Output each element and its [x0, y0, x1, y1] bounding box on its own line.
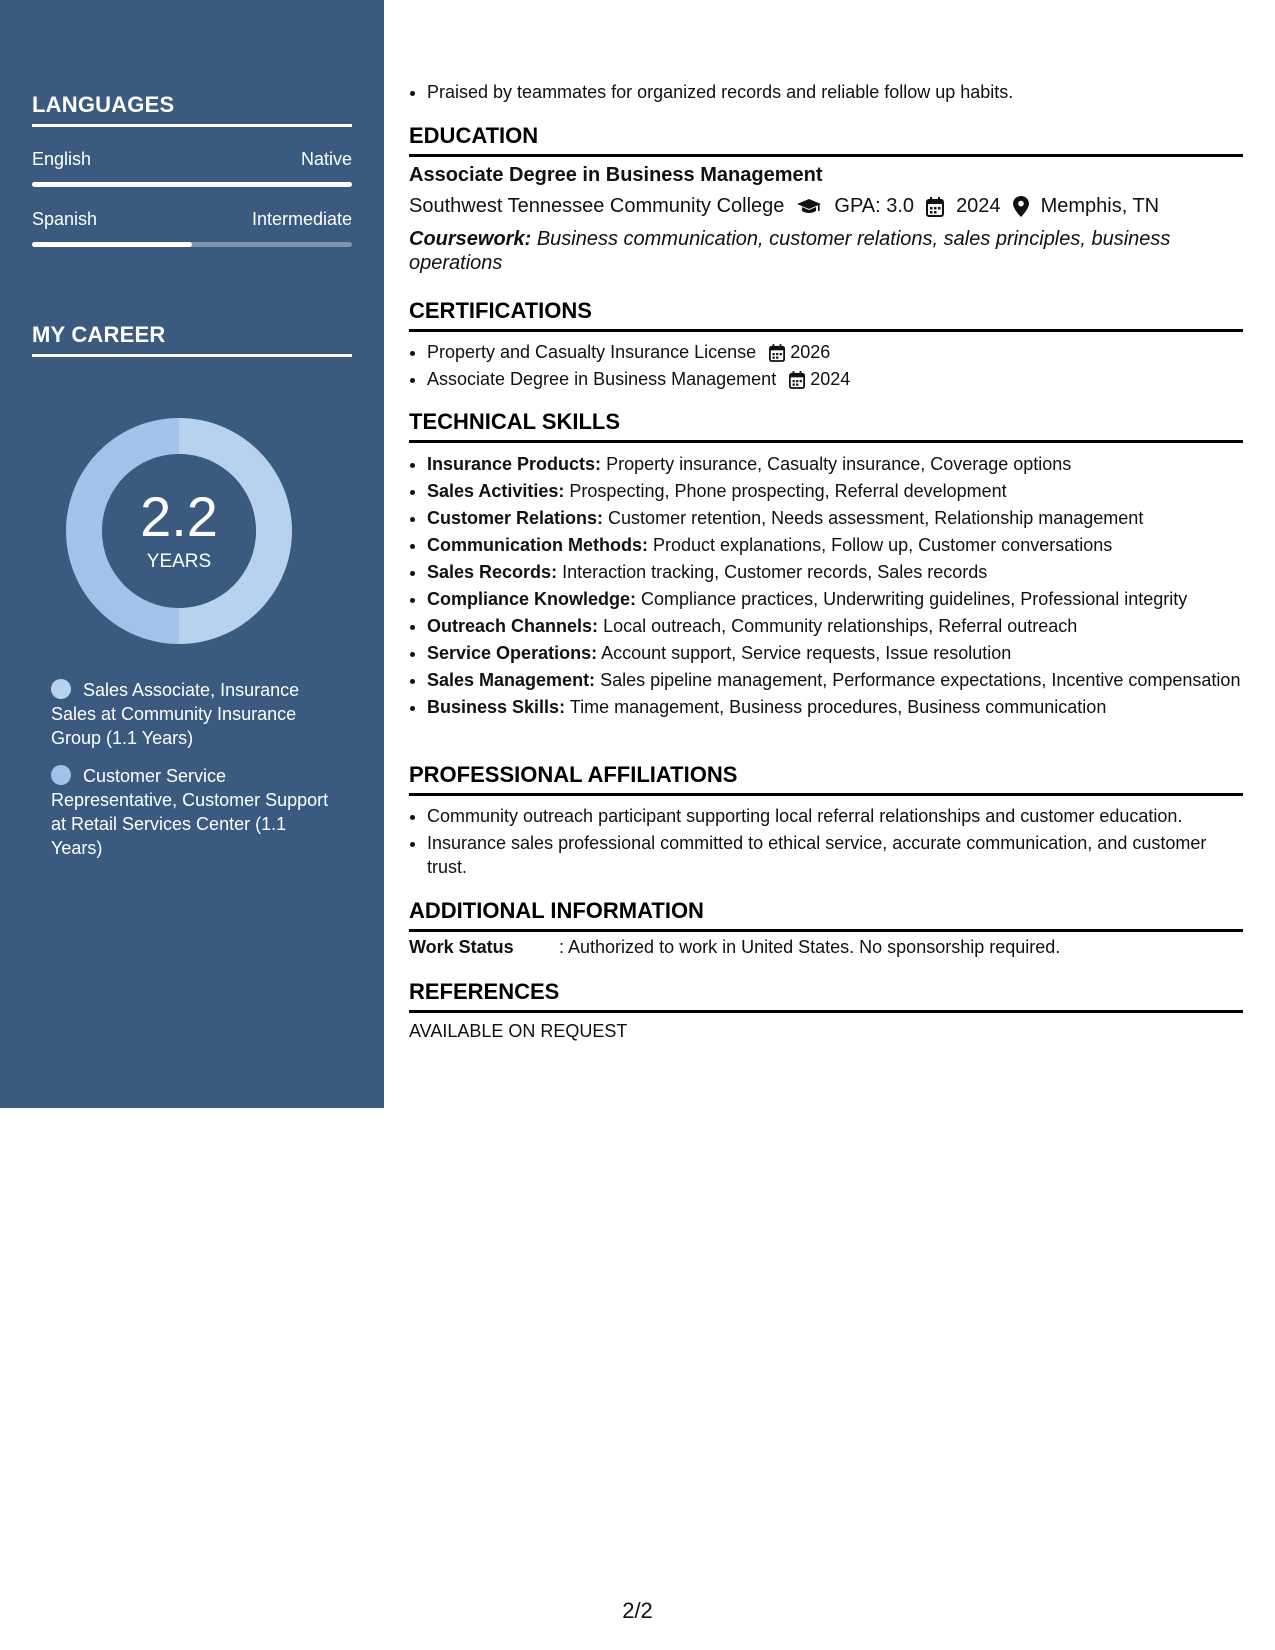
languages-heading: LANGUAGES [32, 92, 352, 127]
skill-item [427, 587, 1243, 611]
skill-item [427, 533, 1243, 557]
work-status-value: : Authorized to work in United States. No sponsorship required. [559, 937, 1061, 957]
sidebar [0, 0, 384, 1108]
skill-value: Sales pipeline management, Performance expectations, Incentive compensation [600, 670, 1241, 690]
education-coursework [409, 227, 1229, 275]
career-item-text: Customer Service Representative, Customer Support at Retail Services Center (1.1 Years) [51, 766, 329, 858]
career-unit: YEARS [146, 551, 212, 572]
calendar-icon [789, 371, 805, 389]
coursework-text: Business communication, customer relations, sales principles, business operations [409, 228, 1171, 274]
career-list [51, 678, 341, 874]
certification-name: Property and Casualty Insurance License [427, 342, 757, 362]
language-row-english [32, 149, 352, 187]
career-heading: MY CAREER [32, 322, 352, 357]
skill-item [427, 506, 1243, 530]
languages-section [32, 92, 352, 247]
skill-item [427, 560, 1243, 584]
donut-center [66, 418, 292, 644]
affiliations-list [409, 804, 1243, 882]
calendar-icon [769, 344, 785, 362]
experience-bullets [409, 80, 1243, 107]
calendar-icon [926, 197, 944, 217]
legend-dot [51, 679, 71, 699]
language-name: English [32, 149, 92, 169]
skill-label: Communication Methods: [427, 535, 648, 555]
career-section [32, 322, 352, 357]
affiliation-item: • Insurance sales professional committed to ethical service, accurate communication, and customer trust. [427, 831, 1243, 879]
language-level: Native [300, 149, 352, 169]
work-status-row [409, 937, 1060, 958]
certification-year: 2024 [810, 369, 851, 389]
career-item [51, 678, 341, 750]
skill-value: Product explanations, Follow up, Customer conversations [653, 535, 1113, 555]
skill-label: Sales Activities: [427, 481, 565, 501]
education-details [409, 195, 1159, 218]
language-level: Intermediate [251, 209, 352, 229]
education-location: Memphis, TN [1040, 195, 1160, 217]
education-degree: Associate Degree in Business Management [409, 164, 823, 186]
skill-value: Prospecting, Phone prospecting, Referral development [569, 481, 1007, 501]
skills-heading: TECHNICAL SKILLS [409, 409, 1243, 443]
skill-label: Sales Records: [427, 562, 558, 582]
career-item [51, 764, 341, 860]
skill-item [427, 614, 1243, 638]
certifications-list [409, 340, 1243, 394]
skills-list [409, 452, 1243, 722]
certification-item [427, 340, 1243, 364]
skill-value: Property insurance, Casualty insurance, Coverage options [606, 454, 1072, 474]
affiliation-item: • Community outreach participant supporting local referral relationships and customer education. [427, 804, 1243, 828]
work-status-label: Work Status [409, 937, 514, 957]
skill-value: Interaction tracking, Customer records, Sales records [562, 562, 988, 582]
skill-label: Business Skills: [427, 697, 566, 717]
skill-label: Outreach Channels: [427, 616, 599, 636]
skill-label: Insurance Products: [427, 454, 602, 474]
language-proficiency-bar [32, 182, 352, 187]
skill-item [427, 452, 1243, 476]
education-gpa: GPA: 3.0 [834, 195, 915, 217]
education-year: 2024 [956, 195, 1001, 217]
coursework-label: Coursework: [409, 228, 532, 250]
career-donut-chart [66, 418, 292, 644]
skill-value: Local outreach, Community relationships, Referral outreach [603, 616, 1078, 636]
location-pin-icon [1013, 196, 1029, 217]
education-school: Southwest Tennessee Community College [409, 195, 785, 217]
career-item-text: Sales Associate, Insurance Sales at Community Insurance Group (1.1 Years) [51, 680, 300, 748]
certification-item [427, 367, 1243, 391]
graduation-cap-icon [796, 198, 822, 216]
language-proficiency-bar [32, 242, 352, 247]
skill-item [427, 695, 1243, 719]
skill-value: Customer retention, Needs assessment, Relationship management [608, 508, 1144, 528]
skill-label: Compliance Knowledge: [427, 589, 637, 609]
education-heading: EDUCATION [409, 123, 1243, 157]
language-proficiency-fill [32, 182, 352, 187]
skill-label: Sales Management: [427, 670, 596, 690]
skill-item [427, 641, 1243, 665]
skill-value: Account support, Service requests, Issue resolution [601, 643, 1012, 663]
certifications-heading: CERTIFICATIONS [409, 298, 1243, 332]
skill-value: Time management, Business procedures, Business communication [569, 697, 1107, 717]
references-text: AVAILABLE ON REQUEST [409, 1021, 628, 1041]
skill-item [427, 479, 1243, 503]
legend-dot [51, 765, 71, 785]
experience-bullet: • Praised by teammates for organized records and reliable follow up habits. [427, 80, 1243, 104]
skill-item [427, 668, 1243, 692]
references-heading: REFERENCES [409, 979, 1243, 1013]
language-name: Spanish [32, 209, 98, 229]
certification-name: Associate Degree in Business Management [427, 369, 777, 389]
language-row-spanish [32, 209, 352, 247]
certification-year: 2026 [790, 342, 831, 362]
career-total-years: 2.2 [140, 485, 218, 548]
skill-label: Customer Relations: [427, 508, 604, 528]
language-proficiency-fill [32, 242, 192, 247]
skill-label: Service Operations: [427, 643, 598, 663]
skill-value: Compliance practices, Underwriting guidelines, Professional integrity [641, 589, 1188, 609]
page-number: 2/2 [622, 1598, 653, 1623]
affiliations-heading: PROFESSIONAL AFFILIATIONS [409, 762, 1243, 796]
additional-heading: ADDITIONAL INFORMATION [409, 898, 1243, 932]
